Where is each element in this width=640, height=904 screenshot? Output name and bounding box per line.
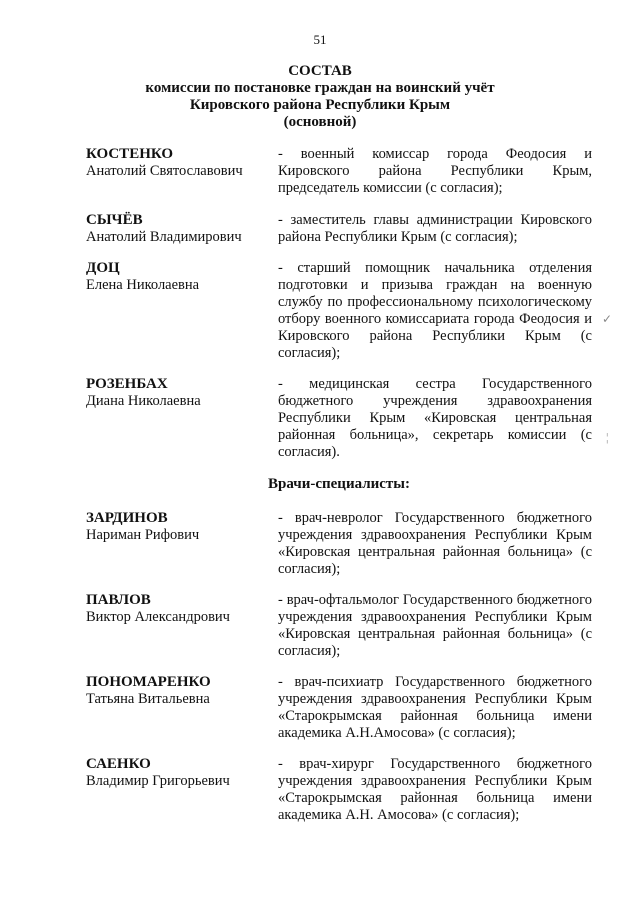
- heading-district: Кировского района Республики Крым: [189, 97, 451, 113]
- heading-composition-type: (основной): [283, 114, 357, 130]
- member-surname: КОСТЕНКО: [86, 146, 174, 162]
- specialist-surname: ПАВЛОВ: [86, 592, 151, 608]
- specialist-role: - врач-офтальмолог Государственного бюджетного учреждения здравоохранения Республики Крым «Кировская центральная районная больница» (с согласия);: [278, 592, 592, 659]
- specialist-name: [86, 674, 266, 708]
- member-given-name: Диана Николаевна: [86, 393, 201, 409]
- specialist-given-name: Виктор Александрович: [86, 609, 230, 625]
- member-given-name: Анатолий Владимирович: [86, 229, 242, 245]
- document-heading: [0, 63, 640, 131]
- specialist-name: [86, 756, 266, 790]
- heading-title: СОСТАВ: [288, 63, 352, 79]
- member-role: - заместитель главы администрации Кировского района Республики Крым (с согласия);: [278, 212, 592, 245]
- member-name: [86, 212, 266, 246]
- member-name: [86, 376, 266, 410]
- member-given-name: Анатолий Святославович: [86, 163, 243, 179]
- specialists-section-title: Врачи-специалисты:: [268, 476, 411, 492]
- specialist-given-name: Владимир Григорьевич: [86, 773, 230, 789]
- member-role: - медицинская сестра Государственного бюджетного учреждения здравоохранения Республики Крым «Кировская центральная районная больница», секретарь комиссии (с согласия).: [278, 376, 592, 460]
- member-surname: РОЗЕНБАХ: [86, 376, 168, 392]
- specialist-role: - врач-хирург Государственного бюджетного учреждения здравоохранения Республики Крым «Старокрымская районная больница имени академика А.Н. Амосова» (с согласия);: [278, 756, 592, 823]
- member-given-name: Елена Николаевна: [86, 277, 200, 293]
- specialist-name: [86, 592, 266, 626]
- member-name: [86, 146, 266, 180]
- member-surname: ДОЦ: [86, 260, 120, 276]
- specialist-surname: САЕНКО: [86, 756, 151, 772]
- specialist-given-name: Нариман Рифович: [86, 527, 200, 543]
- specialist-role: - врач-невролог Государственного бюджетного учреждения здравоохранения Республики Крым «Кировская центральная районная больница» (с согласия);: [278, 510, 592, 577]
- specialist-given-name: Татьяна Витальевна: [86, 691, 210, 707]
- specialist-name: [86, 510, 266, 544]
- check-mark-icon: ✓: [602, 312, 613, 326]
- specialist-surname: ЗАРДИНОВ: [86, 510, 168, 526]
- heading-subtitle: комиссии по постановке граждан на воинский учёт: [145, 80, 495, 96]
- specialist-role: - врач-психиатр Государственного бюджетного учреждения здравоохранения Республики Крым «Старокрымская районная больница имени академика А.Н.Амосова» (с согласия);: [278, 674, 592, 741]
- member-name: [86, 260, 266, 294]
- page-number: 51: [313, 32, 327, 47]
- margin-tick-icon: ¦: [606, 430, 609, 444]
- specialist-surname: ПОНОМАРЕНКО: [86, 674, 211, 690]
- member-surname: СЫЧЁВ: [86, 212, 143, 228]
- member-role: - военный комиссар города Феодосия и Кировского района Республики Крым, председатель комиссии (с согласия);: [278, 146, 592, 196]
- member-role: - старший помощник начальника отделения подготовки и призыва граждан на военную службу по профессиональному психологическому отбору военного комиссариата города Феодосия и Кировского района Республики Крым (с согласия);: [278, 260, 592, 361]
